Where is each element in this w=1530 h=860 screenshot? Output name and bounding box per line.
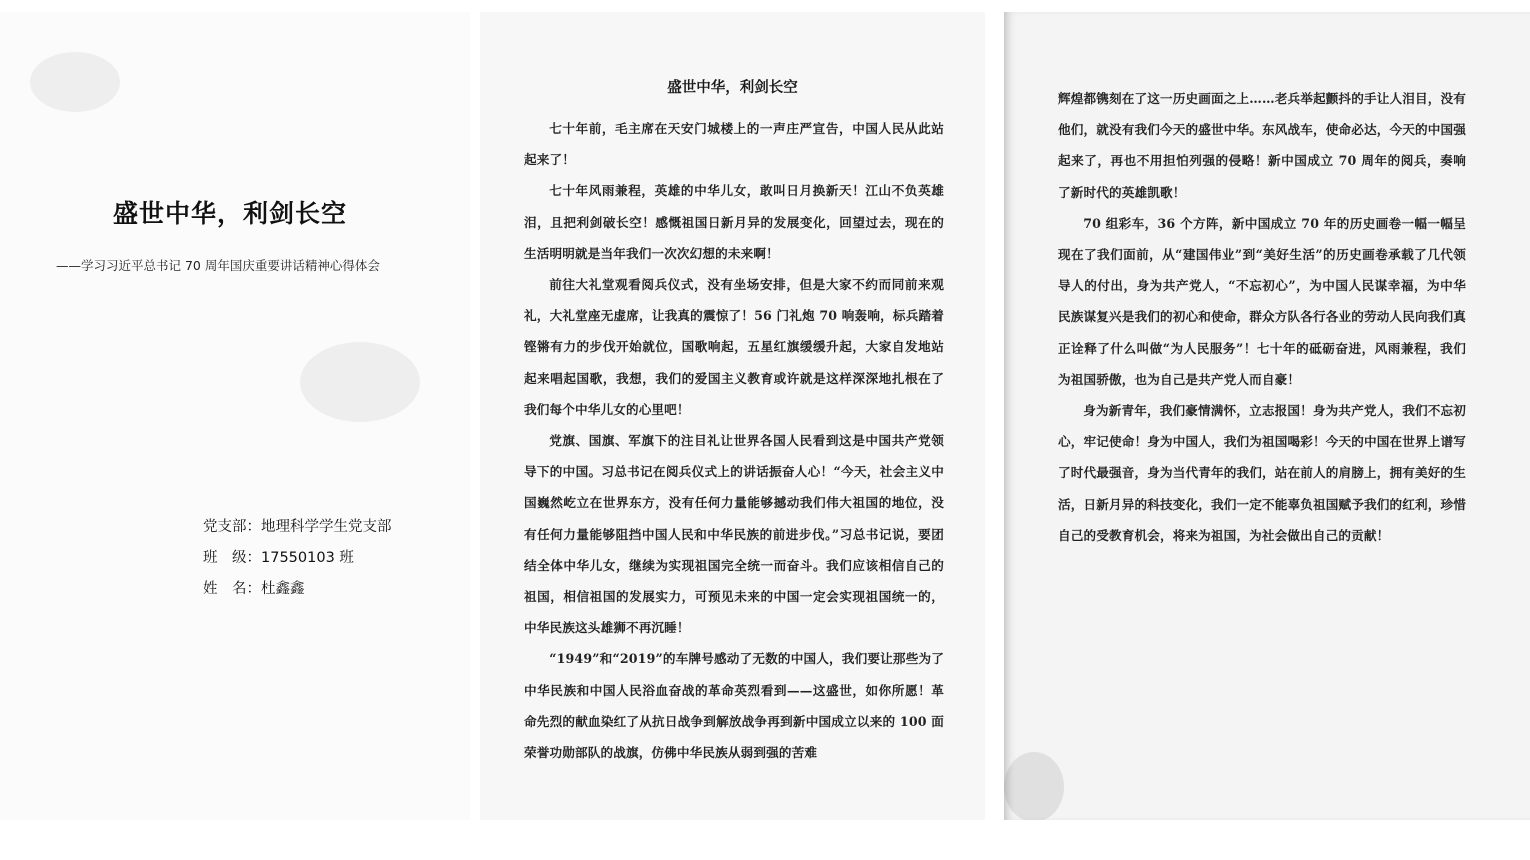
paragraph: 辉煌都镌刻在了这一历史画面之上……老兵举起颤抖的手让人泪目，没有他们，就没有我们今天的盛世中华。东风战车，使命必达，今天的中国强起来了，再也不用担怕列强的侵略！新中国成立 70 周年的阅兵，奏响了新时代的英雄凯歌！ [1058, 91, 1466, 200]
paragraph: 七十年前，毛主席在天安门城楼上的一声庄严宣告，中国人民从此站起来了！ [524, 121, 944, 168]
cover-page [0, 12, 470, 820]
paragraph: 前往大礼堂观看阅兵仪式，没有坐场安排，但是大家不约而同前来观礼，大礼堂座无虚席，让我真的震惊了！56 门礼炮 70 响轰响，标兵踏着铿锵有力的步伐开始就位，国歌响起，五星红旗缓缓升起，大家自发地站起来唱起国歌，我想，我们的爱国主义教育或许就是这样深深地扎根在了我们每个中华儿女的心里吧！ [524, 277, 944, 417]
info-label: 姓 名： [203, 581, 261, 597]
paragraph: 身为新青年，我们豪情满怀，立志报国！身为共产党人，我们不忘初心，牢记使命！身为中国人，我们为祖国喝彩！今天的中国在世界上谱写了时代最强音，身为当代青年的我们，站在前人的肩膀上，拥有美好的生活，日新月异的科技变化，我们一定不能辜负祖国赋予我们的红利，珍惜自己的受教育机会，将来为祖国，为社会做出自己的贡献！ [1058, 403, 1466, 543]
paragraph: 七十年风雨兼程，英雄的中华儿女，敢叫日月换新天！江山不负英雄泪，且把利剑破长空！感慨祖国日新月异的发展变化，回望过去，现在的生活明明就是当年我们一次次幻想的未来啊！ [524, 183, 944, 261]
info-row-branch [203, 512, 392, 543]
author-info [203, 512, 392, 605]
info-row-class [203, 543, 392, 574]
info-value: 17550103 班 [261, 550, 354, 566]
cover-subtitle: ——学习习近平总书记 70 周年国庆重要讲话精神心得体会 [56, 258, 380, 273]
article-page-2 [1004, 12, 1530, 820]
info-label: 班 级： [203, 550, 261, 566]
paragraph: “1949”和“2019”的车牌号感动了无数的中国人，我们要让那些为了中华民族和中国人民浴血奋战的革命英烈看到——这盛世，如你所愿！革命先烈的献血染红了从抗日战争到解放战争再到新中国成立以来的 100 面荣誉功勋部队的战旗，仿佛中华民族从弱到强的苦难 [524, 651, 944, 761]
info-value: 杜鑫鑫 [261, 581, 305, 597]
cover-title: 盛世中华，利剑长空 [112, 199, 347, 228]
info-value: 地理科学学生党支部 [261, 519, 392, 535]
paragraph: 党旗、国旗、军旗下的注目礼让世界各国人民看到这是中国共产党领导下的中国。习总书记在阅兵仪式上的讲话振奋人心！“今天，社会主义中国巍然屹立在世界东方，没有任何力量能够撼动我们伟大祖国的地位，没有任何力量能够阻挡中国人民和中华民族的前进步伐。”习总书记说，要团结全体中华儿女，继续为实现祖国完全统一而奋斗。我们应该相信自己的祖国，相信祖国的发展实力，可预见未来的中国一定会实现祖国统一的，中华民族这头雄狮不再沉睡！ [524, 433, 944, 636]
info-label: 党支部： [203, 519, 261, 535]
info-row-name [203, 574, 392, 605]
article-body [524, 113, 944, 768]
article-body-continued [1058, 83, 1466, 551]
article-title: 盛世中华，利剑长空 [667, 80, 798, 96]
article-page-1 [480, 12, 985, 820]
paragraph: 70 组彩车，36 个方阵，新中国成立 70 年的历史画卷一幅一幅呈现在了我们面前，从“建国伟业”到“美好生活”的历史画卷承载了几代领导人的付出，身为共产党人，“不忘初心”，为中国人民谋幸福，为中华民族谋复兴是我们的初心和使命，群众方队各行各业的劳动人民向我们真正诠释了什么叫做“为人民服务”！七十年的砥砺奋进，风雨兼程，我们为祖国骄傲，也为自己是共产党人而自豪！ [1058, 215, 1466, 387]
